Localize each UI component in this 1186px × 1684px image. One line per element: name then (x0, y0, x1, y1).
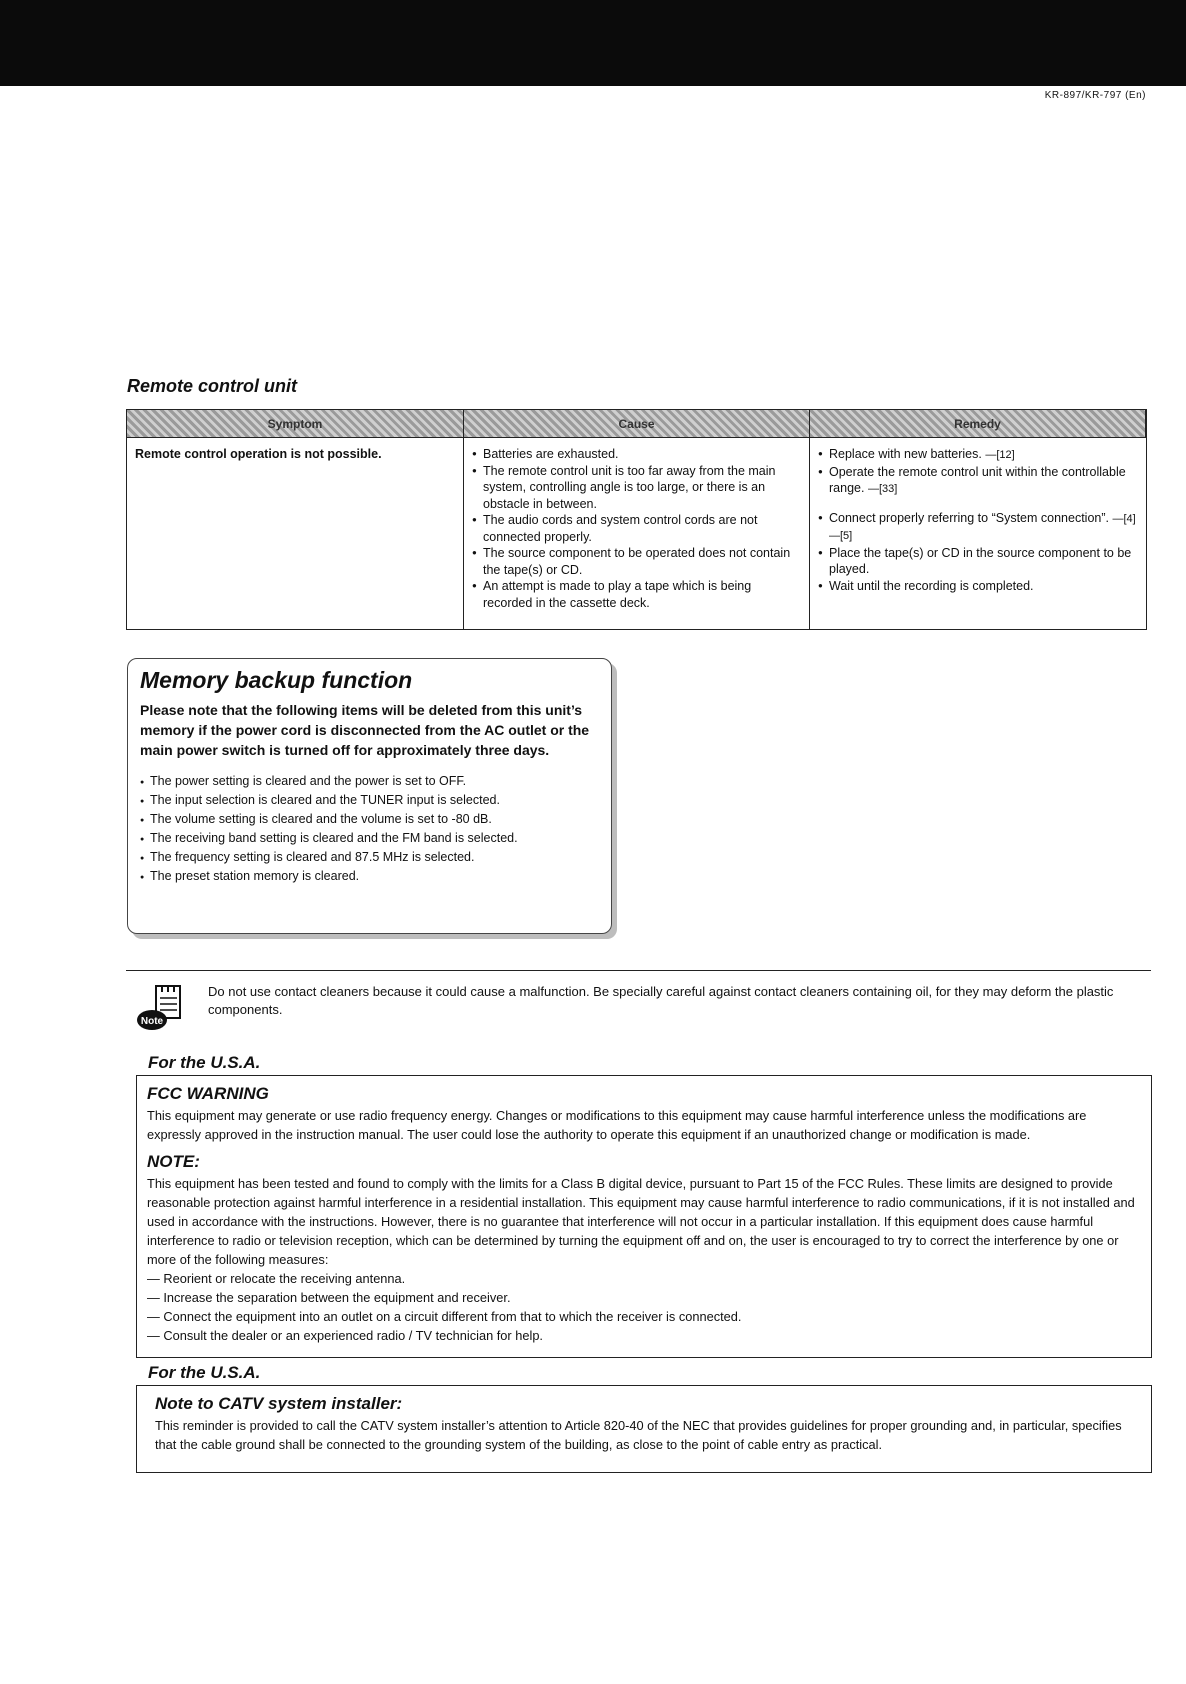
memory-item: ● The power setting is cleared and the power is set to OFF. (140, 772, 599, 791)
header-remedy: Remedy (810, 410, 1146, 438)
header-bar (0, 0, 1186, 86)
divider (126, 970, 1151, 971)
memory-backup-box (127, 658, 612, 934)
troubleshooting-table (126, 409, 1147, 630)
fcc-measure: — Connect the equipment into an outlet on a circuit different from that to which the receiver is connected. (147, 1309, 742, 1324)
model-code: KR-897/KR-797 (En) (1044, 90, 1146, 101)
memory-item: ● The preset station memory is cleared. (140, 867, 599, 886)
remedy-item: ● Operate the remote control unit within the controllable range. —[33] (818, 464, 1138, 498)
catv-title: Note to CATV system installer: (155, 1394, 403, 1413)
memory-item: ● The frequency setting is cleared and 87.5 MHz is selected. (140, 848, 599, 867)
cause-item: ● The source component to be operated does not contain the tape(s) or CD. (472, 545, 801, 578)
header-symptom: Symptom (127, 410, 464, 438)
remedy-cell (810, 438, 1146, 629)
cause-cell (464, 438, 810, 629)
memory-item: ● The volume setting is cleared and the volume is set to -80 dB. (140, 810, 599, 829)
note-icon-label: Note (140, 1016, 164, 1027)
remedy-item: ● Wait until the recording is completed. (818, 578, 1138, 595)
note-icon (136, 984, 186, 1032)
region-label-catv: For the U.S.A. (148, 1363, 261, 1382)
fcc-measure: — Consult the dealer or an experienced radio / TV technician for help. (147, 1328, 543, 1343)
fcc-measure: — Increase the separation between the equipment and receiver. (147, 1290, 511, 1305)
cause-item: ● The audio cords and system control cords are not connected properly. (472, 512, 801, 545)
page-ref: —[12] (985, 449, 1015, 461)
memory-title: Memory backup function (140, 667, 413, 693)
remote-section-title: Remote control unit (127, 376, 297, 396)
region-label-fcc: For the U.S.A. (148, 1053, 261, 1072)
fcc-measure: — Reorient or relocate the receiving antenna. (147, 1271, 406, 1286)
note-text: Do not use contact cleaners because it could cause a malfunction. Be specially careful against contact cleaners containing oil, for they may deform the plastic components. (208, 984, 1114, 1017)
remedy-item: ● Place the tape(s) or CD in the source component to be played. (818, 545, 1138, 578)
fcc-warning-title: FCC WARNING (147, 1084, 269, 1103)
header-cause: Cause (464, 410, 810, 438)
memory-lead: Please note that the following items will be deleted from this unit’s memory if the power cord is disconnected from the AC outlet or the main power switch is turned off for approximately three days. (140, 702, 590, 758)
remedy-item: ● Replace with new batteries. —[12] (818, 446, 1138, 464)
cause-item: ● An attempt is made to play a tape which is being recorded in the cassette deck. (472, 578, 801, 611)
fcc-warning-text: This equipment may generate or use radio frequency energy. Changes or modifications to this equipment may cause harmful interference unless the modifications are expressly approved in the instruction manual. The user could lose the authority to operate this equipment if an unauthorized change or modification is made. (147, 1108, 1087, 1142)
memory-item: ● The receiving band setting is cleared and the FM band is selected. (140, 829, 599, 848)
memory-item: ● The input selection is cleared and the TUNER input is selected. (140, 791, 599, 810)
remedy-item: ● Connect properly referring to “System connection”. —[4]—[5] (818, 510, 1138, 545)
cause-item: ● The remote control unit is too far away from the main system, controlling angle is too large, or there is an obstacle in between. (472, 463, 801, 513)
fcc-note-title: NOTE: (147, 1152, 200, 1171)
cause-item: ● Batteries are exhausted. (472, 446, 801, 463)
page-ref: —[4]—[5] (829, 512, 1136, 542)
fcc-box (136, 1075, 1152, 1358)
fcc-note-text: This equipment has been tested and found to comply with the limits for a Class B digital device, pursuant to Part 15 of the FCC Rules. These limits are designed to provide reasonable protection against harmful interference in a residential installation. This equipment may cause harmful interference to radio communications, if it is not installed and used in accordance with the instructions. However, there is no guarantee that interference will not occur in a particular installation. If this equipment does cause harmful interference to radio or television reception, which can be determined by turning the equipment off and on, the user is encouraged to try to correct the interference by one or more of the following measures: (147, 1176, 1135, 1267)
catv-text: This reminder is provided to call the CATV system installer’s attention to Article 820-40 of the NEC that provides guidelines for proper grounding and, in particular, specifies that the cable ground shall be connected to the grounding system of the building, as close to the point of cable entry as practical. (155, 1418, 1122, 1452)
catv-box (136, 1385, 1152, 1473)
symptom-cell: Remote control operation is not possible. (127, 438, 464, 629)
page-ref: —[33] (867, 483, 898, 495)
